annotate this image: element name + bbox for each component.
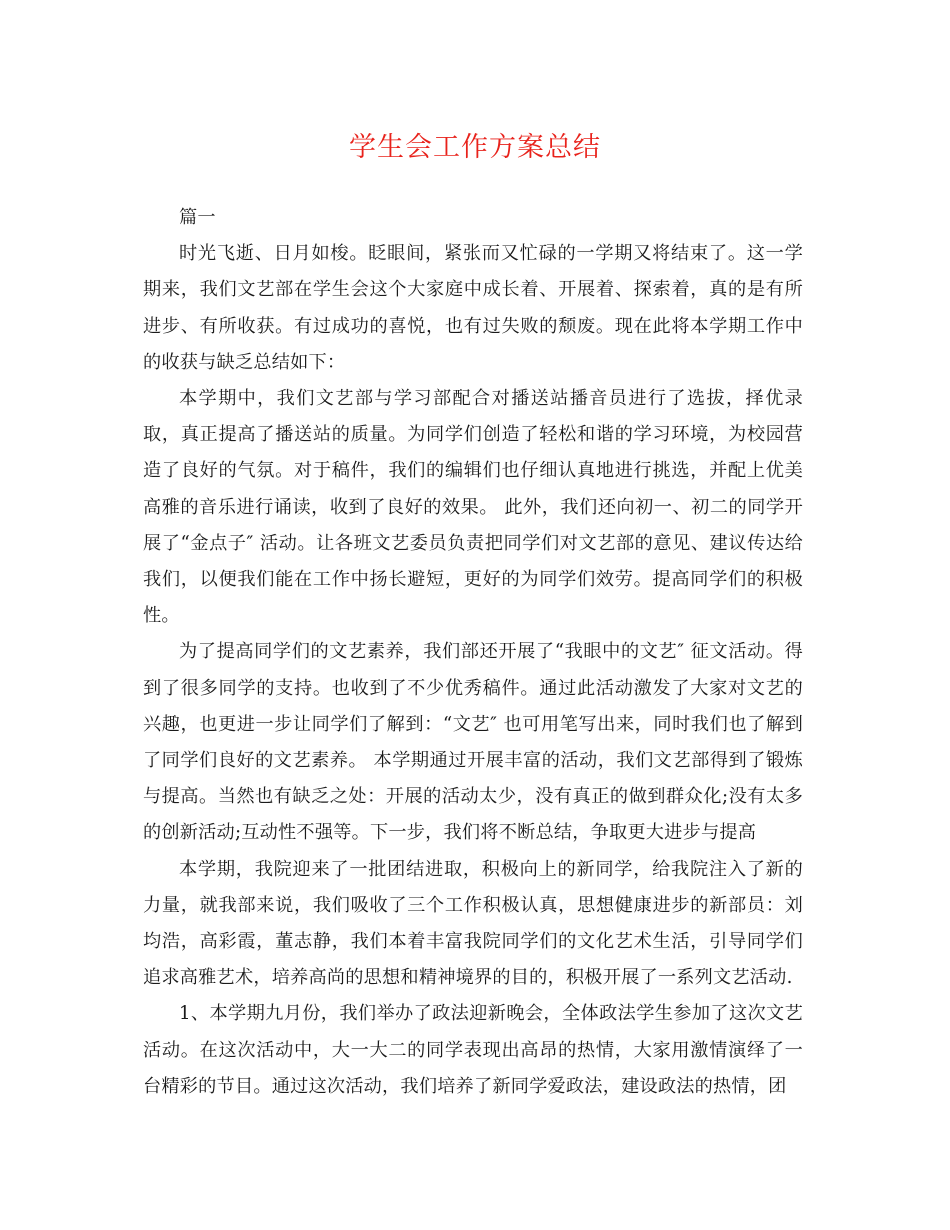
paragraph-essay-contest: 为了提高同学们的文艺素养，我们部还开展了“我眼中的文艺″ 征文活动。得到了很多同学的支持。也收到了不少优秀稿件。通过此活动激发了大家对文艺的兴趣，也更进一步让同学们了解到：“文艺″ 也可用笔写出来，同时我们也了解到了同学们良好的文艺素养。 本学期通过开展丰富的活动，我们文艺部得到了锻炼与提高。当然也有缺乏之处：开展的活动太少，没有真正的做到群众化;没有太多的创新活动;互动性不强等。下一步，我们将不断总结，争取更大进步与提高 bbox=[143, 641, 803, 844]
paragraph-september-gala: 1、本学期九月份，我们举办了政法迎新晚会，全体政法学生参加了这次文艺活动。在这次活动中，大一大二的同学表现出高昂的热情，大家用激情演绎了一台精彩的节目。通过这次活动，我们培养了新同学爱政法，建设政法的热情，团 bbox=[143, 1003, 803, 1097]
document-body bbox=[143, 200, 803, 1105]
paragraph-section-label: 篇一 bbox=[179, 207, 216, 228]
paragraph-new-members: 本学期，我院迎来了一批团结进取，积极向上的新同学，给我院注入了新的力量，就我部来说，我们吸收了三个工作积极认真，思想健康进步的新部员：刘均浩，高彩霞，董志静，我们本着丰富我院同学们的文化艺术生活，引导同学们追求高雅艺术，培养高尚的思想和精神境界的目的，积极开展了一系列文艺活动. bbox=[143, 858, 803, 989]
paragraph-intro: 时光飞逝、日月如梭。眨眼间，紧张而又忙碌的一学期又将结束了。这一学期来，我们文艺部在学生会这个大家庭中成长着、开展着、探索着，真的是有所进步、有所收获。有过成功的喜悦，也有过失败的颓废。现在此将本学期工作中的收获与缺乏总结如下： bbox=[143, 243, 803, 373]
document-title: 学生会工作方案总结 bbox=[349, 132, 601, 163]
paragraph-broadcast: 本学期中，我们文艺部与学习部配合对播送站播音员进行了选拔，择优录取，真正提高了播送站的质量。为同学们创造了轻松和谐的学习环境，为校园营造了良好的气氛。对于稿件，我们的编辑们也仔细认真地进行挑选，并配上优美高雅的音乐进行诵读，收到了良好的效果。 此外，我们还向初一、初二的同学开展了“金点子″ 活动。让各班文艺委员负责把同学们对文艺部的意见、建议传达给我们，以便我们能在工作中扬长避短，更好的为同学们效劳。提高同学们的积极性。 bbox=[143, 388, 803, 627]
